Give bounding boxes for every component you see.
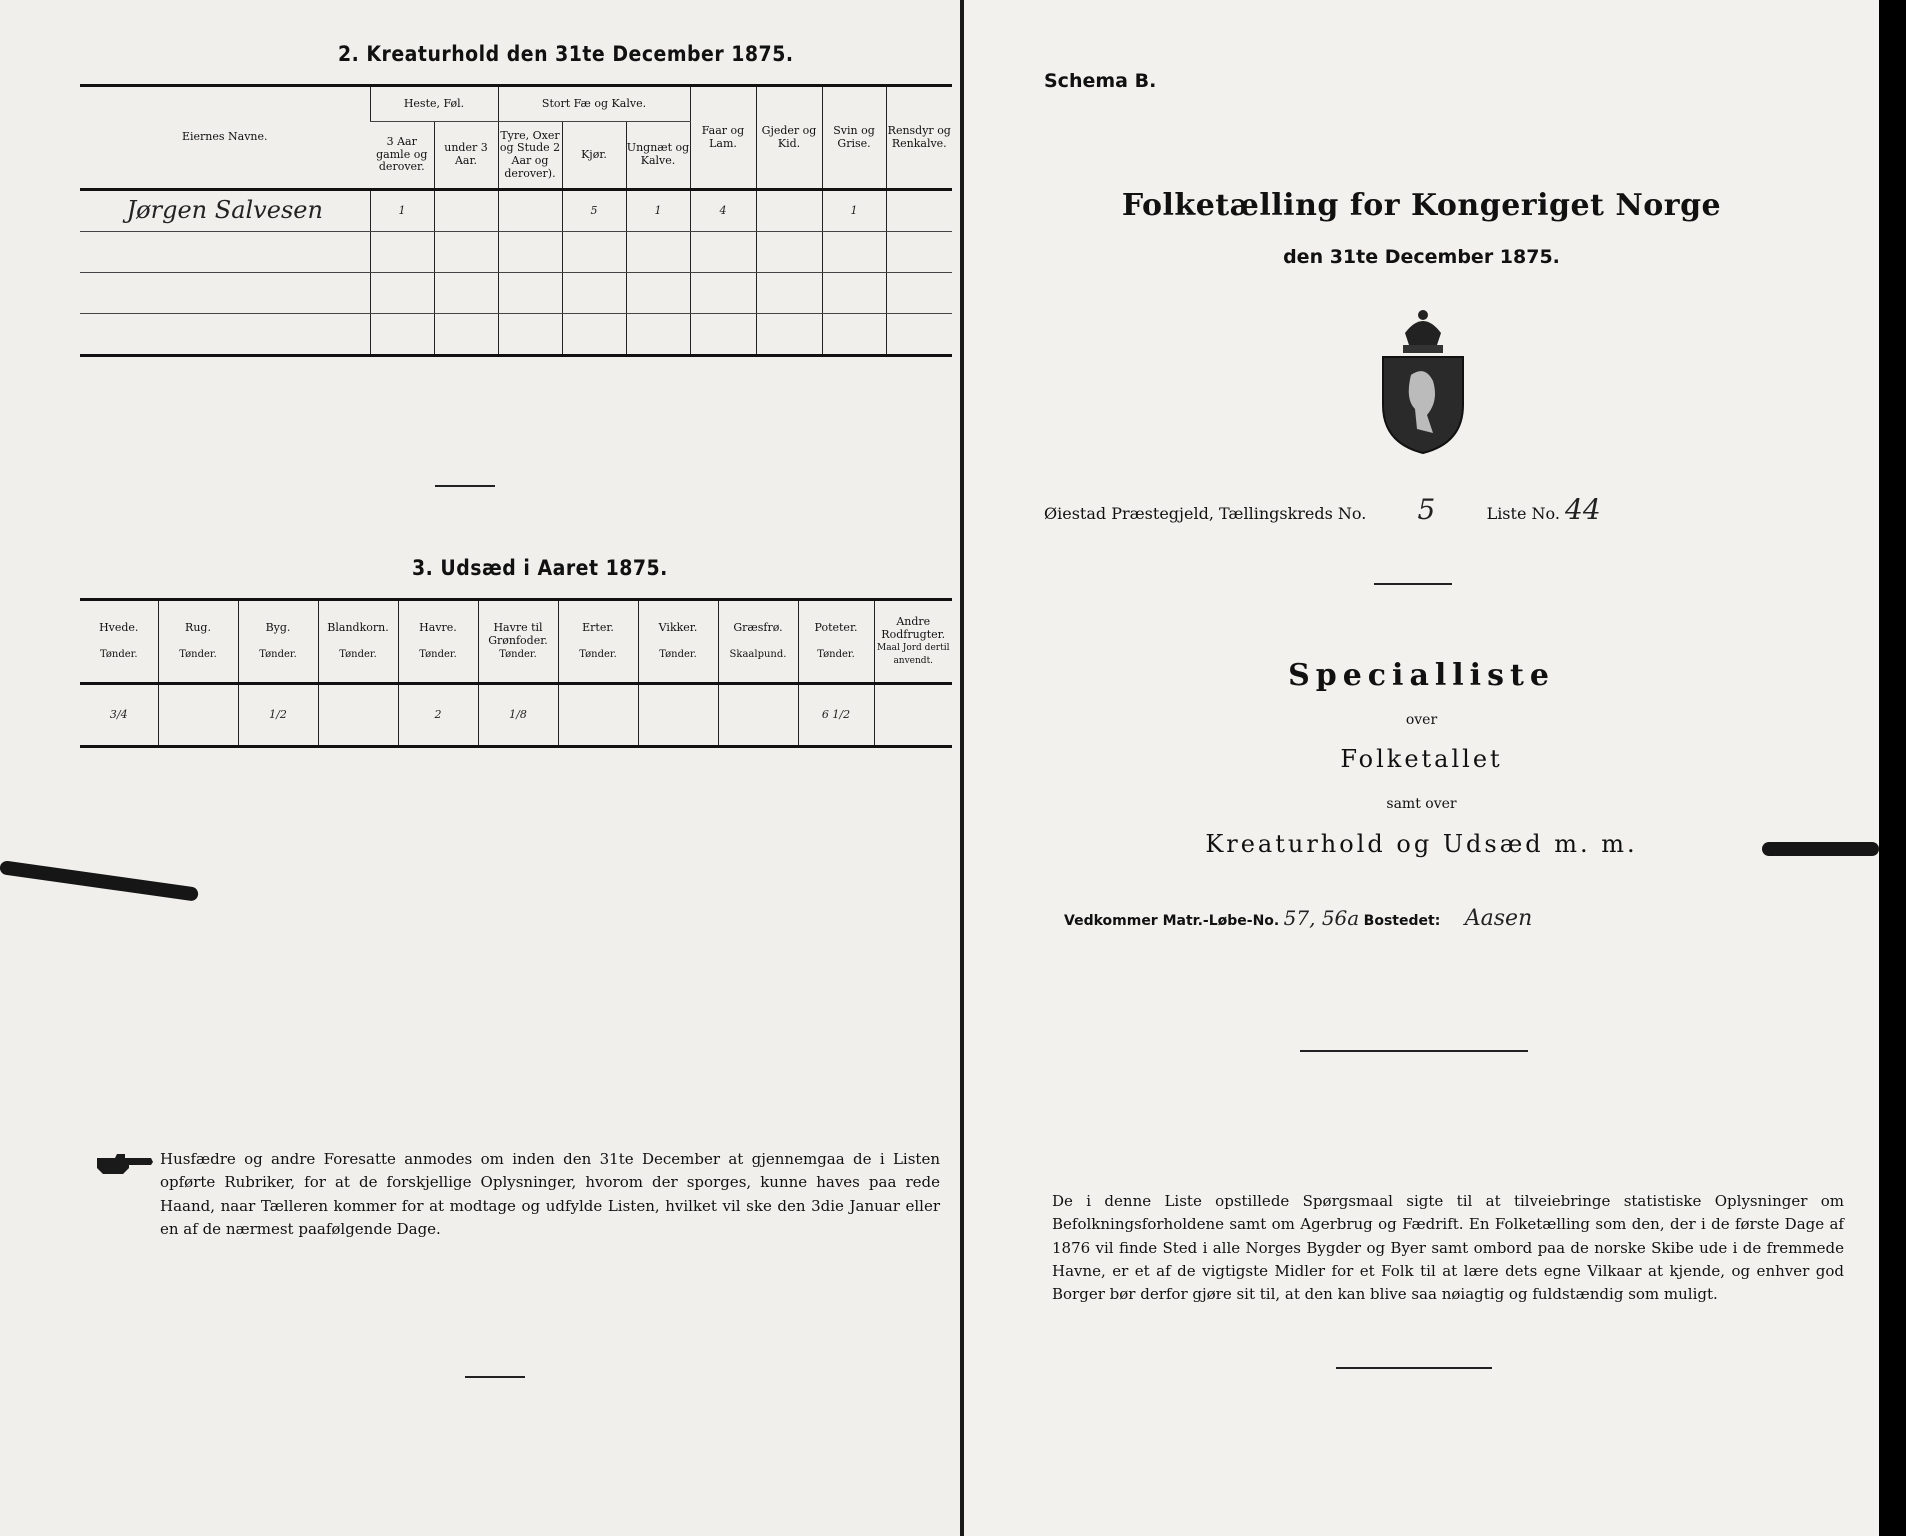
cell — [562, 232, 626, 273]
cell — [626, 232, 690, 273]
sowing-header-barley: Byg. Tønder. — [238, 600, 318, 684]
divider — [1374, 583, 1452, 585]
speciallist-heading: Specialliste — [1288, 658, 1555, 693]
sowing-cell-peas — [558, 684, 638, 747]
horses-b-cell — [434, 190, 498, 232]
cell — [370, 232, 434, 273]
cell — [690, 314, 756, 356]
binder-clip — [1762, 842, 1879, 856]
sowing-header-oats-fodder: Havre til Grønfoder. Tønder. — [478, 600, 558, 684]
reindeer-header: Rensdyr og Renkalve. — [886, 86, 952, 190]
cattle-c-header: Ungnæt og Kalve. — [626, 122, 690, 190]
right-page — [964, 0, 1879, 1536]
parish-label: Præstegjeld, — [1111, 504, 1214, 523]
over-text: over — [1405, 712, 1438, 728]
sowing-header-potatoes: Poteter. Tønder. — [798, 600, 874, 684]
cell — [822, 314, 886, 356]
cell — [370, 314, 434, 356]
cell — [434, 314, 498, 356]
owner-cell — [80, 273, 370, 314]
cell — [756, 273, 822, 314]
sowing-header-vetch: Vikker. Tønder. — [638, 600, 718, 684]
cell — [690, 273, 756, 314]
list-label: Liste No. — [1486, 504, 1560, 523]
sowing-cell-oats-fodder: 1/8 — [478, 684, 558, 747]
binder-clip — [0, 860, 199, 902]
cell — [434, 232, 498, 273]
matr-label: Vedkommer Matr.-Løbe-No. — [1064, 913, 1280, 929]
cell — [886, 314, 952, 356]
cattle-c-cell: 1 — [626, 190, 690, 232]
goats-header: Gjeder og Kid. — [756, 86, 822, 190]
cattle-b-cell: 5 — [562, 190, 626, 232]
table-row — [80, 190, 952, 232]
district-line — [1044, 493, 1844, 526]
horses-a-cell: 1 — [370, 190, 434, 232]
table-row — [80, 314, 952, 356]
cell — [756, 314, 822, 356]
pointing-hand-icon — [95, 1150, 155, 1178]
census-date: den 31te December 1875. — [1283, 246, 1560, 268]
sowing-cell-mixed — [318, 684, 398, 747]
coat-of-arms-icon — [1375, 305, 1471, 455]
folketallet-heading: Folketallet — [1340, 745, 1503, 773]
cell — [822, 273, 886, 314]
bostedet-label: Bostedet: — [1363, 913, 1441, 929]
owner-cell: Jørgen Salvesen — [80, 190, 370, 232]
table-row — [80, 684, 952, 747]
sowing-title: 3. Udsæd i Aaret 1875. — [412, 556, 668, 580]
sowing-header-peas: Erter. Tønder. — [558, 600, 638, 684]
sowing-cell-barley: 1/2 — [238, 684, 318, 747]
cell — [434, 273, 498, 314]
census-title: Folketælling for Kongeriget Norge — [1121, 188, 1722, 223]
sowing-cell-wheat: 3/4 — [80, 684, 158, 747]
cell — [756, 232, 822, 273]
owner-cell — [80, 314, 370, 356]
matr-line — [1064, 906, 1532, 931]
cattle-b-header: Kjør. — [562, 122, 626, 190]
cell — [562, 314, 626, 356]
sowing-header-mixed: Blandkorn. Tønder. — [318, 600, 398, 684]
sowing-header-rye: Rug. Tønder. — [158, 600, 238, 684]
notice-text: Husfædre og andre Foresatte anmodes om inden den 31te December at gjennemgaa de i Listen opførte Rubriker, for at de forskjellige Oplysninger, hvorom der sporges, kunne haves paa rede Haand, naar Tælleren kommer for at modtage og udfylde Listen, hvilket vil ske den 3die Januar eller en af de nærmest paafølgende Dage. — [160, 1150, 940, 1238]
sowing-cell-potatoes: 6 1/2 — [798, 684, 874, 747]
schema-label: Schema B. — [1044, 70, 1157, 92]
samt-over-text: samt over — [1386, 796, 1457, 812]
cell — [498, 314, 562, 356]
table-row — [80, 232, 952, 273]
sowing-cell-grass-seed — [718, 684, 798, 747]
district-number: 5 — [1417, 493, 1436, 526]
cell — [626, 273, 690, 314]
sowing-table — [80, 598, 952, 748]
sowing-header-grass-seed: Græsfrø. Skaalpund. — [718, 600, 798, 684]
cattle-a-cell — [498, 190, 562, 232]
horses-group-header: Heste, Føl. — [370, 86, 498, 122]
pigs-cell: 1 — [822, 190, 886, 232]
cell — [498, 273, 562, 314]
cell — [370, 273, 434, 314]
divider — [435, 485, 495, 487]
instructions-text: De i denne Liste opstillede Spørgsmaal sigte til at tilveiebringe statistiske Oplysninger om Befolkningsforholdene samt om Agerbrug og Fædrift. En Folketælling som den, der i de første Dage af 1876 vil finde Sted i alle Norges Bygder og Byer samt ombord paa de norske Skibe ude i de fremmede Havne, er et af de vigtigste Midler for et Folk til at lære dets egne Vilkaar at kjende, og enhver god Borger bør derfor gjøre sit til, at den kan blive saa nøiagtig og fuldstændig som muligt. — [1052, 1192, 1844, 1303]
sowing-cell-vetch — [638, 684, 718, 747]
sowing-cell-oats: 2 — [398, 684, 478, 747]
horses-a-header: 3 Aar gamle og derover. — [370, 122, 434, 190]
sheep-cell: 4 — [690, 190, 756, 232]
sowing-header-oats: Havre. Tønder. — [398, 600, 478, 684]
horses-b-header: under 3 Aar. — [434, 122, 498, 190]
sowing-cell-rye — [158, 684, 238, 747]
cell — [498, 232, 562, 273]
kreaturhold-heading: Kreaturhold og Udsæd m. m. — [1205, 830, 1638, 858]
owner-cell — [80, 232, 370, 273]
livestock-title: 2. Kreaturhold den 31te December 1875. — [338, 42, 794, 66]
pigs-header: Svin og Grise. — [822, 86, 886, 190]
table-row — [80, 273, 952, 314]
sowing-header-wheat: Hvede. Tønder. — [80, 600, 158, 684]
livestock-table — [80, 84, 952, 357]
reindeer-cell — [886, 190, 952, 232]
divider — [465, 1376, 525, 1378]
cell — [822, 232, 886, 273]
cell — [626, 314, 690, 356]
cattle-a-header: Tyre, Oxer og Stude 2 Aar og derover). — [498, 122, 562, 190]
matr-value: 57, 56a — [1283, 906, 1360, 930]
sheep-header: Faar og Lam. — [690, 86, 756, 190]
district-label: Tællingskreds No. — [1219, 504, 1367, 523]
list-number: 44 — [1565, 493, 1601, 526]
divider — [1336, 1367, 1492, 1369]
owner-header: Eiernes Navne. — [80, 86, 370, 190]
cell — [886, 232, 952, 273]
bostedet-value: Aasen — [1464, 906, 1533, 931]
cell — [886, 273, 952, 314]
goats-cell — [756, 190, 822, 232]
cattle-group-header: Stort Fæ og Kalve. — [498, 86, 690, 122]
cell — [562, 273, 626, 314]
parish-name: Øiestad — [1044, 504, 1107, 523]
sowing-cell-other-roots — [874, 684, 952, 747]
divider — [1300, 1050, 1528, 1052]
cell — [690, 232, 756, 273]
sowing-header-other-roots: Andre Rodfrugter. Maal Jord dertil anvendt. — [874, 600, 952, 684]
